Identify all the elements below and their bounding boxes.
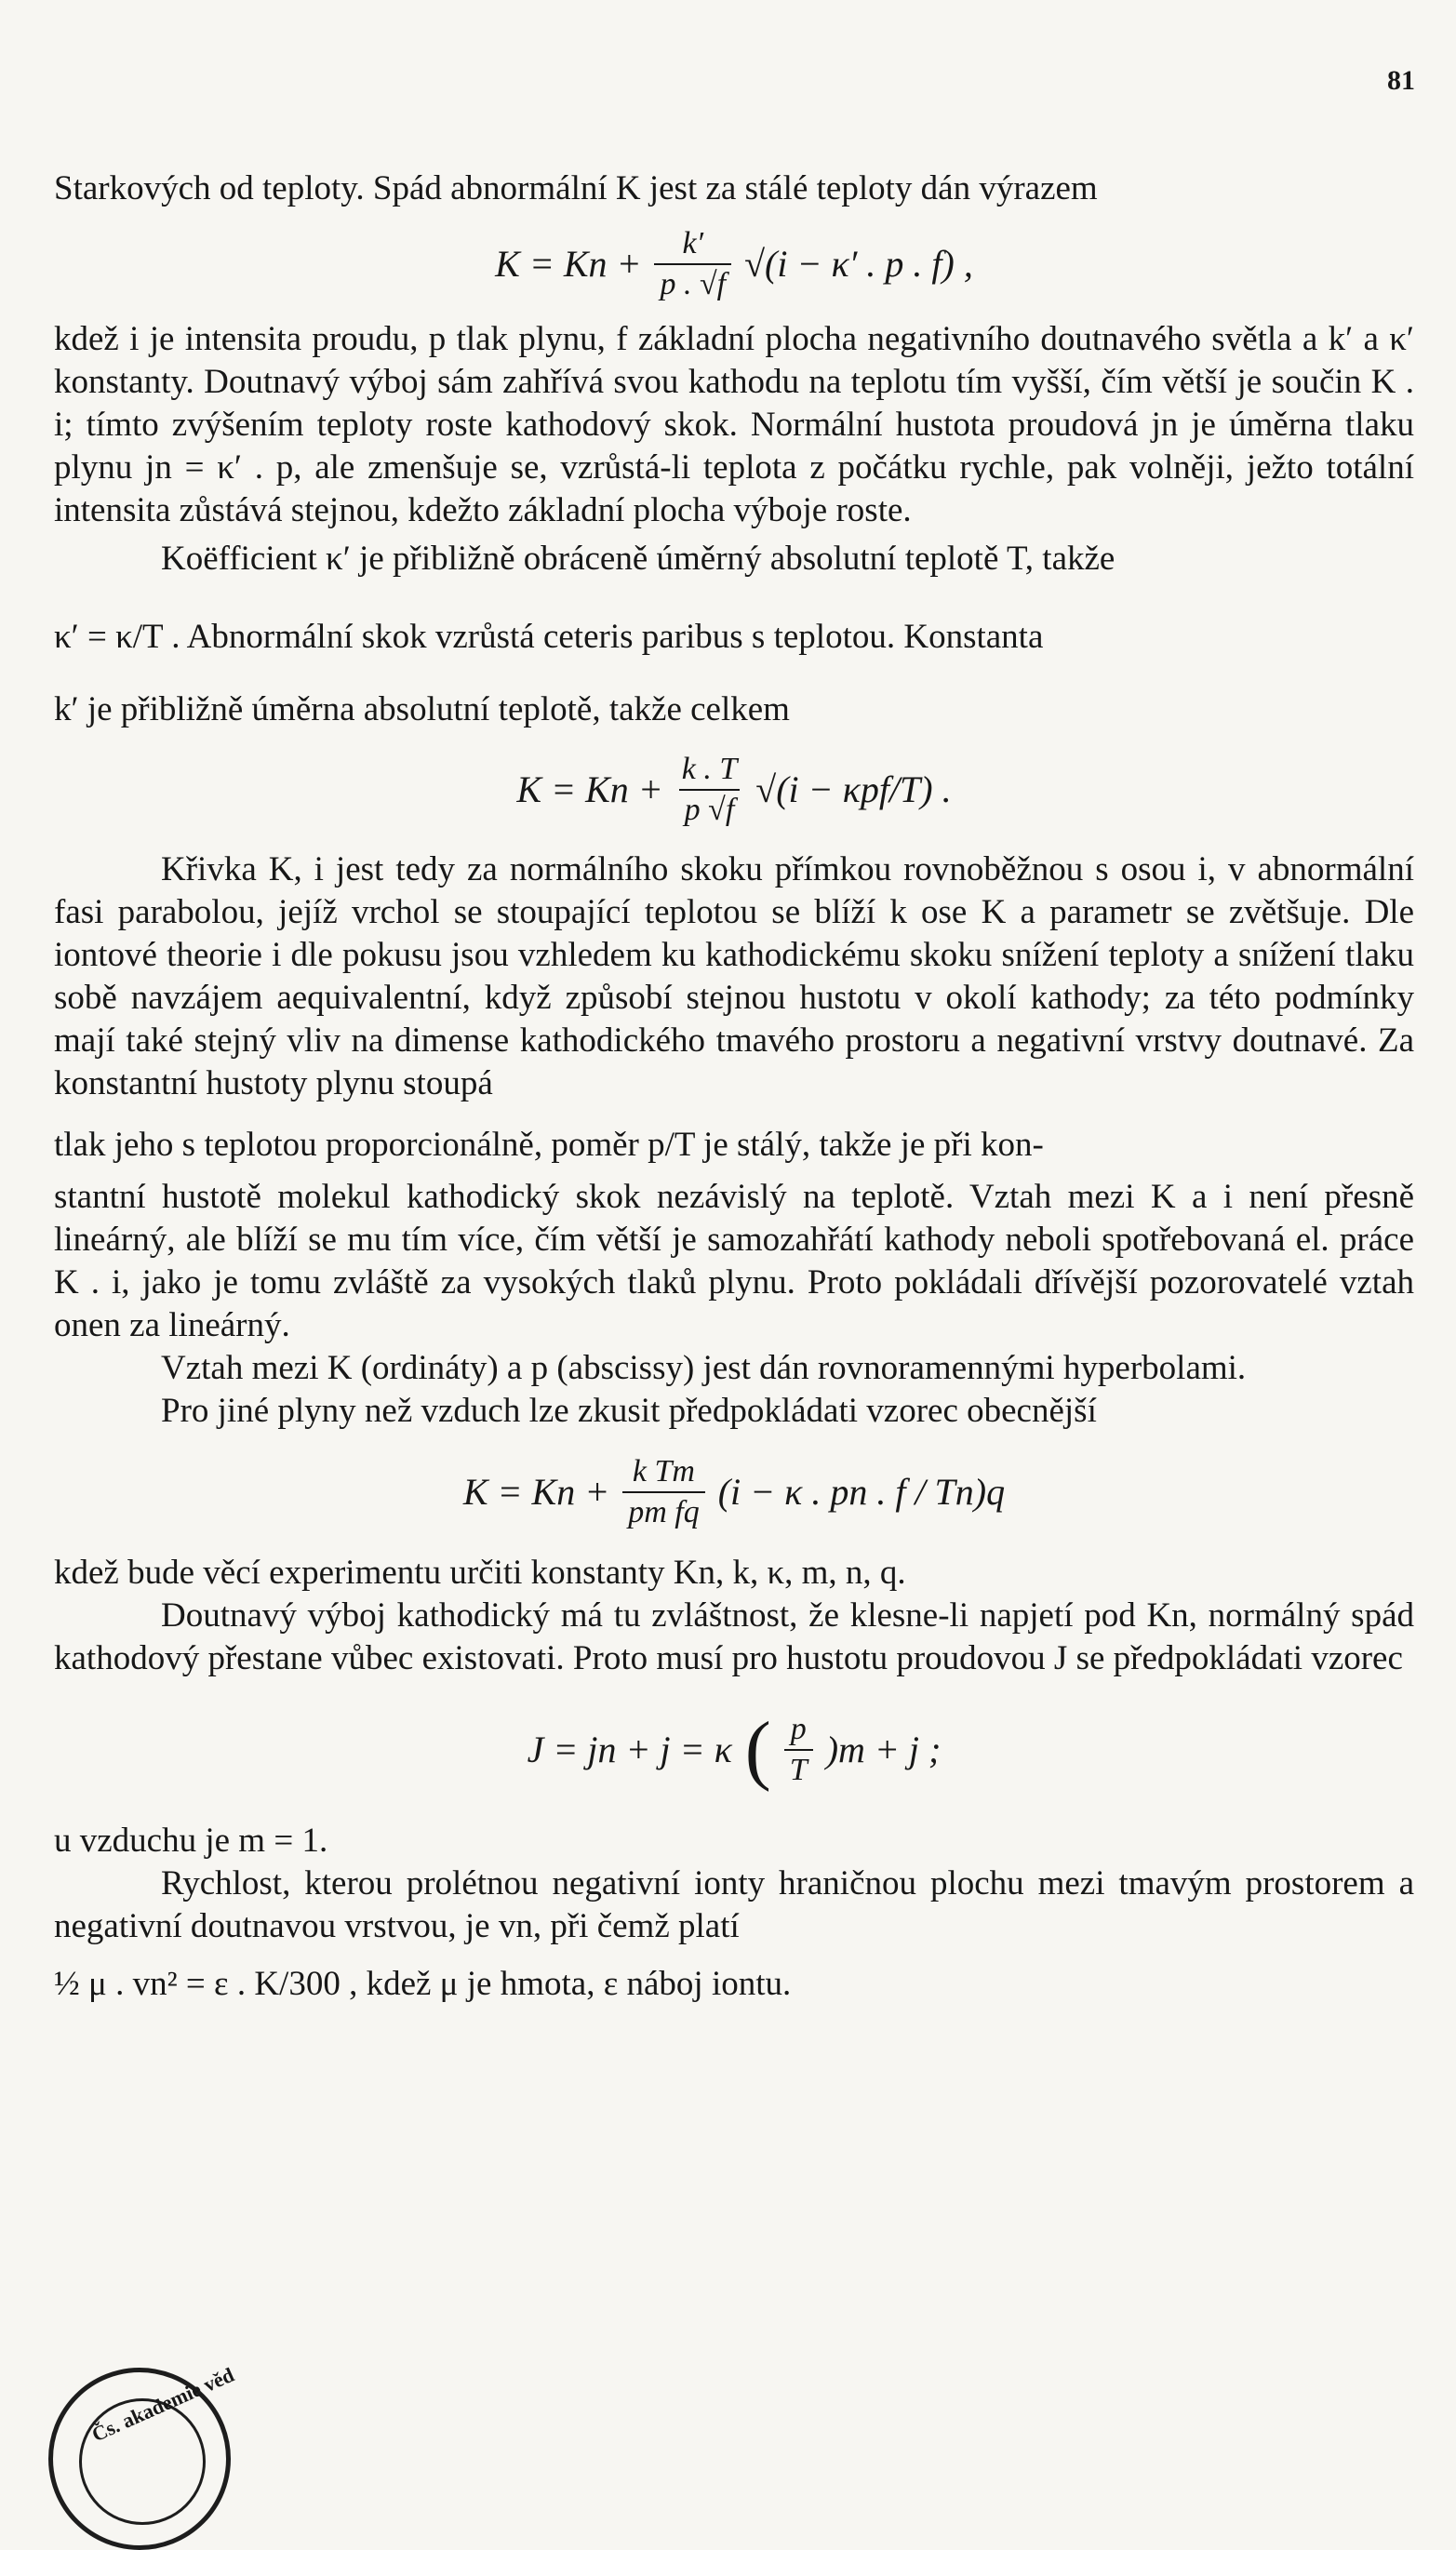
equation-2-root: √(i − κpf/T) . [755,768,952,810]
page-text [54,167,1414,2006]
paragraph-7: tlak jeho s teplotou proporcionálně, poměr p/T je stálý, takže je při kon- [54,1126,1044,1164]
equation-2-fraction: $\frac{k . T}{p √f}$ [676,754,743,826]
equation-1 [54,210,1414,318]
paragraph-1: Starkových od teploty. Spád abnormální K jest za stálé teploty dán výrazem [54,169,1098,207]
equation-1-lhs: K = Kn + [495,243,642,285]
equation-1-fraction: $\frac{k'}{p . √f}$ [654,228,731,300]
equation-4-tail: )m + j ; [825,1729,942,1770]
paragraph-8: stantní hustotě molekul kathodický skok nezávislý na teplotě. Vztah mezi K a i není přesně lineárný, ale blíží se mu tím více, čím větší je samozahřátí kathody neboli spotřebovaná el. práce K . i, jako je tomu zvláště za vysokých tlaků plynu. Proto pokládali dřívější pozorovatelé vztah onen za lineárný. [54,1178,1414,1344]
paragraph-6: Křivka K, i jest tedy za normálního skoku přímkou rovnoběžnou s osou i, v abnormální fasi parabolou, jejíž vrchol se stoupající teplotou se blíží k ose K a parametr se zvětšuje. Dle iontové theorie i dle pokusu jsou vzhledem ku kathodickému skoku snížení teploty a snížení tlaku sobě navzájem aequivalentní, když způsobí stejnou hustotu v okolí kathody; za této podmínky mají také stejný vliv na dimense kathodického tmavého prostoru a negativní vrstvy doutnavé. Za konstantní hustoty plynu stoupá [54,850,1414,1102]
paragraph-14: Rychlost, kterou prolétnou negativní ionty hraničnou plochu mezi tmavým prostorem a negativní doutnavou vrstvou, je vn, při čemž platí [54,1864,1414,1945]
equation-3-lhs: K = Kn + [462,1471,610,1513]
paragraph-5: k′ je přibližně úměrna absolutní teplotě, takže celkem [54,690,790,728]
paragraph-13: u vzduchu je m = 1. [54,1822,328,1860]
paragraph-12: Doutnavý výboj kathodický má tu zvláštnost, že klesne-li napjetí pod Kn, normálný spád kathodový přestane vůbec existovati. Proto musí pro hustotu proudovou J se předpokládati vzorec [54,1596,1414,1677]
equation-3-fraction: $\frac{\text{k Tm}}{\text{pm fq}}$ [622,1456,705,1529]
library-stamp [48,2362,238,2550]
paragraph-2: kdež i je intensita proudu, p tlak plynu, f základní plocha negativního doutnavého světla a k′ a κ′ konstanty. Doutnavý výboj sám zahřívá svou kathodu na teplotu tím vyšší, čím větší je součin K . i; tímto zvýšením teploty roste kathodový skok. Normální hustota proudová jn je úměrna tlaku plynu jn = κ′ . p, ale zmenšuje se, vzrůstá-li teplota z počátku rychle, pak volněji, ježto totální intensita zůstává stejnou, kdežto základní plocha výboje roste. [54,320,1414,529]
paragraph-11: kdež bude věcí experimentu určiti konstanty Kn, k, κ, m, n, q. [54,1554,906,1592]
equation-1-root: √(i − κ′ . p . f) , [744,243,973,285]
equation-3-bracket: (i − κ . pn . f / Tn)q [717,1471,1006,1513]
equation-4-fraction: $\frac{p}{T}$ [784,1714,813,1786]
stamp-text: Čs. akademie věd [87,2362,238,2447]
paragraph-9: Vztah mezi K (ordináty) a p (abscissy) jest dán rovnoramennými hyperbolami. [161,1349,1247,1387]
paragraph-3: Koëfficient κ′ je přibližně obráceně úměrný absolutní teplotě T, takže [161,540,1115,578]
equation-4-lhs: J = jn + j = κ [527,1729,732,1770]
equation-3 [54,1433,1414,1552]
equation-2 [54,731,1414,848]
paragraph-4: κ′ = κ/T . Abnormální skok vzrůstá ceteris paribus s teplotou. Konstanta [54,618,1044,656]
page-number: 81 [1387,65,1415,96]
paragraph-15: ½ μ . vn² = ε . K/300 , kdež μ je hmota, ε náboj iontu. [54,1965,792,2003]
equation-2-lhs: K = Kn + [516,768,663,810]
paragraph-10: Pro jiné plyny než vzduch lze zkusit předpokládati vzorec obecnější [161,1392,1097,1430]
equation-4 [54,1680,1414,1820]
equation-4-open-paren: ( [744,1706,771,1793]
